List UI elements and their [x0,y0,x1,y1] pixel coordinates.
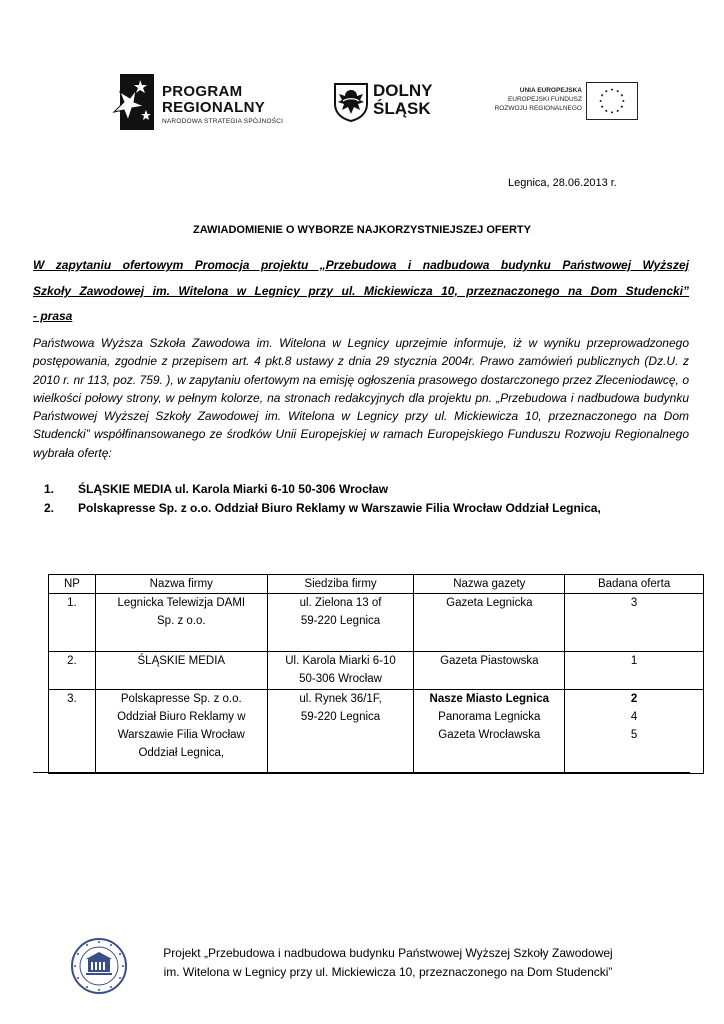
cell-offer [565,652,704,690]
program-line: PROGRAM [162,83,243,100]
cell-line: ŚLĄSKIE MEDIA [137,655,226,667]
cell-newspaper [414,652,565,690]
eagle-crest-icon [333,82,369,122]
cell-line: 2 [630,693,638,705]
cell-line: Legnicka Telewizja DAMI [117,597,246,609]
cell-line: Gazeta Wrocławska [438,729,541,741]
footer-line: im. Witelona w Legnicy przy ul. Mickiewicza 10, przeznaczonego na Dom Studencki” [163,965,613,979]
header-np: NP [49,575,96,594]
cell-np [49,690,96,774]
cell-line: 3 [630,597,638,609]
cell-np [49,652,96,690]
table-row [49,690,704,774]
cell-line: Nasze Miasto Legnica [429,693,550,705]
cell-line: 1 [630,655,638,667]
header-firm-seat: Siedziba firmy [267,575,414,594]
cell-newspaper [414,594,565,652]
footer-line: Projekt „Przebudowa i nadbudowa budynku Państwowej Wyższej Szkoły Zawodowej [163,946,613,960]
chosen-offers-list [44,480,684,518]
cell-firm [95,690,267,774]
cell-line: Panorama Legnicka [438,711,541,723]
body-paragraph: Państwowa Wyższa Szkoła Zawodowa im. Witelona w Legnicy uprzejmie informuje, iż w wyniku przeprowadzonego postępowania, zgodnie z przepisem art. 4 pkt.8 ustawy z dnia 29 stycznia 2004r. Prawo zamówień publicznych (Dz.U. z 2010 r. nr 113, poz. 759. ), w zapytaniu ofertowym na emisję ogłoszenia prasowego dostarczonego przez Zleceniodawcę, o wielkości połowy strony, w pełnym kolorze, na stronach redakcyjnych dla projektu pn. „Przebudowa i nadbudowa budynku Państwowej Wyższej Szkoły Zawodowej im. Witelona w Legnicy przy ul. Mickiewicza 10, przeznaczonego na Dom Studencki” współfinansowanego ze środków Unii Europejskiej w ramach Europejskiego Funduszu Rozwoju Regionalnego wybrała ofertę: [33,336,689,460]
eu-title: UNIA EUROPEJSKA [519,87,582,94]
subject-line-1: W zapytaniu ofertowym Promocja projektu „Przebudowa i nadbudowa budynku Państwowej Wyższej [33,258,689,272]
list-item-text: ŚLĄSKIE MEDIA ul. Karola Miarki 6-10 50-306 Wrocław [78,482,389,496]
table-row [49,652,704,690]
subject-line-3: - prasa [33,309,73,323]
footer-project-text [128,944,648,982]
document-date: Legnica, 28.06.2013 r. [508,177,617,189]
eu-logo [488,82,640,122]
cell-line: Gazeta Legnicka [446,597,533,609]
cell-line: Warszawie Filia Wrocław [117,729,245,741]
cell-line: 2. [67,655,77,667]
cell-line: Oddział Biuro Reklamy w [117,711,246,723]
cell-seat [267,690,414,774]
cell-seat [267,652,414,690]
document-title: ZAWIADOMIENIE O WYBORZE NAJKORZYSTNIEJSZEJ OFERTY [193,224,531,236]
list-item [44,499,684,518]
cell-line: 50-306 Wrocław [299,673,382,685]
header-firm-name: Nazwa firmy [95,575,267,594]
cell-offer [565,594,704,652]
cell-seat [267,594,414,652]
program-regionalny-subtitle: NARODOWA STRATEGIA SPÓJNOŚCI [162,118,284,125]
cell-np [49,594,96,652]
cell-line: 3. [67,693,77,705]
eu-fund-line: EUROPEJSKI FUNDUSZ [507,96,582,103]
regionalny-line: REGIONALNY [162,99,266,116]
program-regionalny-wordmark [162,84,265,116]
subject-line-2: Szkoły Zawodowej im. Witelona w Legnicy przy ul. Mickiewicza 10, przeznaczonego na Dom Studencki” [33,284,689,298]
cell-line: 59-220 Legnica [300,615,381,627]
cell-line: 5 [630,729,638,741]
cell-line: ul. Rynek 36/1F, [299,693,382,705]
list-item [44,480,684,499]
cell-line: 1. [67,597,77,609]
cell-line: Gazeta Piastowska [440,655,539,667]
table-row [49,594,704,652]
eu-regional-line: ROZWOJU REGIONALNEGO [494,105,582,112]
cell-line: Oddział Legnica, [138,747,225,759]
cell-line: 59-220 Legnica [300,711,381,723]
program-regionalny-logo [112,72,292,132]
dolny-slask-wordmark [373,82,433,118]
eu-flag-icon [586,82,638,120]
slask-line: ŚLĄSK [373,99,431,118]
dolny-slask-logo [333,82,448,124]
table-header-row [49,575,704,594]
eu-text [488,86,582,113]
cell-newspaper [414,690,565,774]
horizontal-divider [33,772,690,773]
dolny-line: DOLNY [373,81,433,100]
cell-line: ul. Zielona 13 of [299,597,382,609]
star-figure-icon [112,72,158,132]
cell-line: Polskapresse Sp. z o.o. [120,693,242,705]
list-item-number: 2. [44,501,55,515]
offers-table [48,574,704,774]
cell-line: Ul. Karola Miarki 6-10 [285,655,396,667]
cell-line: Sp. z o.o. [157,615,206,627]
cell-firm [95,594,267,652]
cell-line: 4 [630,711,638,723]
header-offer: Badana oferta [565,575,704,594]
university-seal-icon [70,937,128,995]
cell-firm [95,652,267,690]
list-item-text: Polskapresse Sp. z o.o. Oddział Biuro Reklamy w Warszawie Filia Wrocław Oddział Legnica, [78,501,601,515]
cell-offer [565,690,704,774]
list-item-number: 1. [44,482,55,496]
header-newspaper: Nazwa gazety [414,575,565,594]
